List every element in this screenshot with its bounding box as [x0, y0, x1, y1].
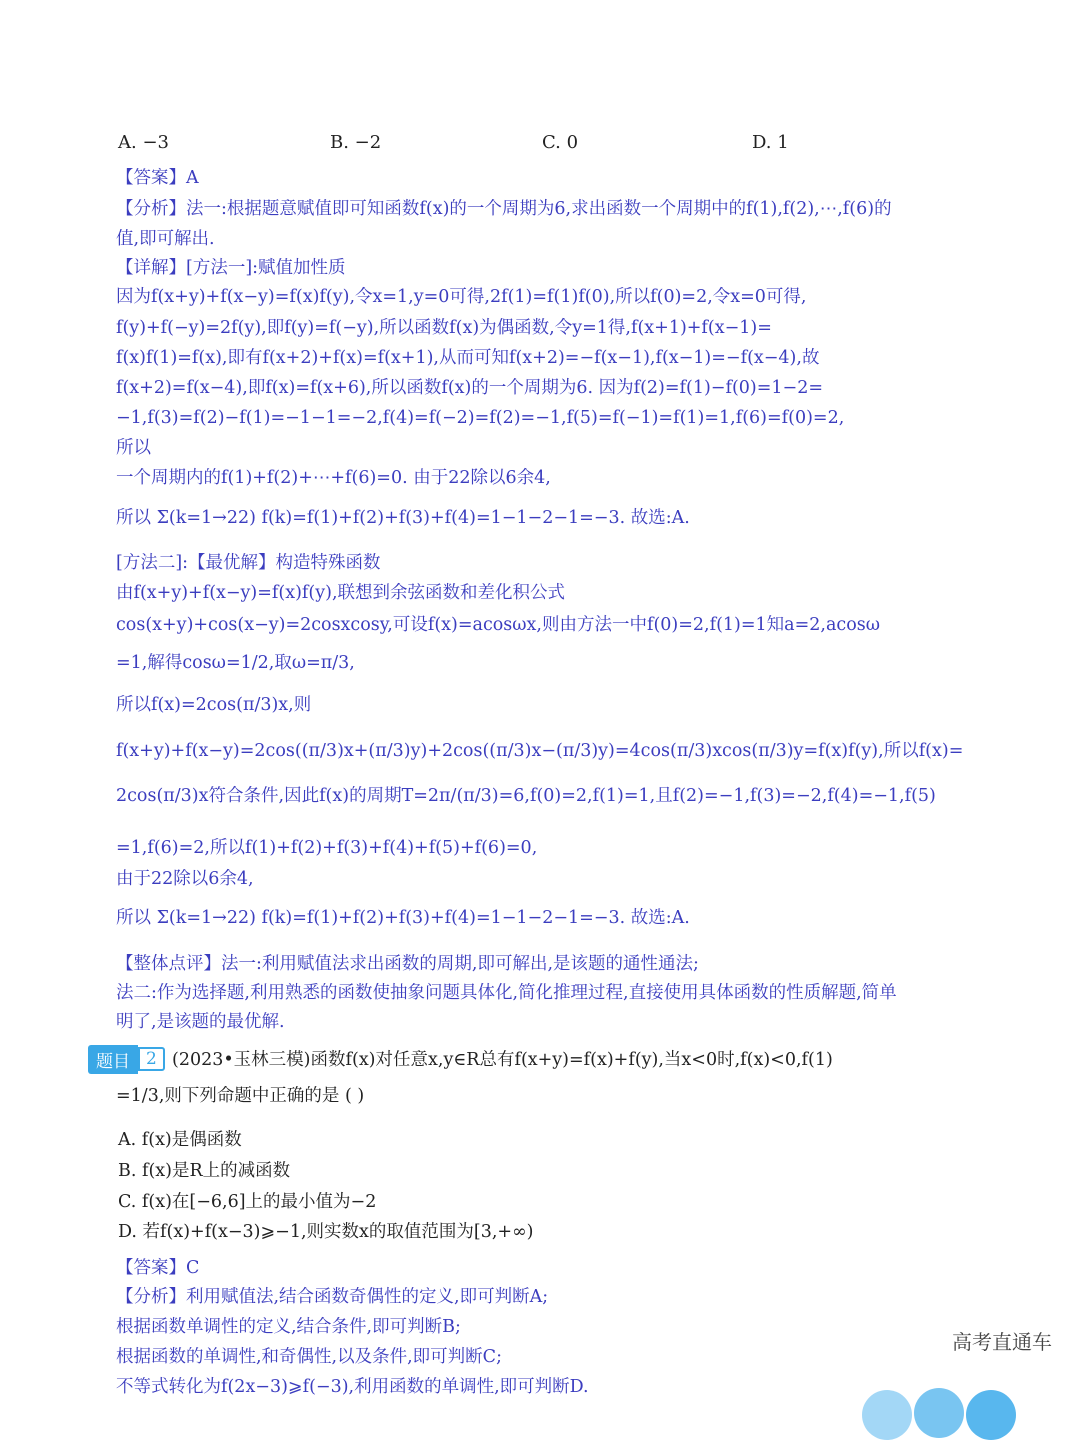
q2-analysis-line: 根据函数单调性的定义,结合条件,即可判断B; [116, 1317, 461, 1337]
q1-analysis-line: 值,即可解出. [116, 229, 215, 249]
q2-option-a: A. f(x)是偶函数 [118, 1130, 242, 1150]
q1-review-line: 明了,是该题的最优解. [116, 1012, 285, 1032]
q1-method1-line: f(x+2)=f(x−4),即f(x)=f(x+6),所以函数f(x)的一个周期为6. 因为f(2)=f(1)−f(0)=1−2= [116, 378, 823, 398]
q1-method1-line: f(y)+f(−y)=2f(y),即f(y)=f(−y),所以函数f(x)为偶函数,令y=1得,f(x+1)+f(x−1)= [116, 318, 772, 338]
option-a-q1: A. −3 [118, 132, 169, 153]
q1-detail-heading: 【详解】[方法一]:赋值加性质 [116, 258, 346, 278]
q2-option-b: B. f(x)是R上的减函数 [118, 1161, 291, 1181]
q2-analysis-line: 不等式转化为f(2x−3)⩾f(−3),利用函数的单调性,即可判断D. [116, 1377, 589, 1397]
q2-stem-line: (2023•玉林三模)函数f(x)对任意x,y∈R总有f(x+y)=f(x)+f(y),当x<0时,f(x)<0,f(1) [172, 1050, 833, 1070]
q1-method2-line: 由f(x+y)+f(x−y)=f(x)f(y),联想到余弦函数和差化积公式 [116, 583, 566, 603]
q1-method2-line: =1,f(6)=2,所以f(1)+f(2)+f(3)+f(4)+f(5)+f(6)=0, [116, 838, 538, 858]
q1-method2-heading: [方法二]:【最优解】构造特殊函数 [116, 553, 381, 573]
q1-answer: 【答案】A [116, 168, 199, 188]
q1-method2-sum: 所以 Σ(k=1→22) f(k)=f(1)+f(2)+f(3)+f(4)=1−1−2−1=−3. 故选:A. [116, 908, 690, 928]
option-d-q1: D. 1 [752, 132, 789, 153]
q1-method1-sum: 所以 Σ(k=1→22) f(k)=f(1)+f(2)+f(3)+f(4)=1−1−2−1=−3. 故选:A. [116, 508, 690, 528]
q1-method2-line: cos(x+y)+cos(x−y)=2cosxcosy,可设f(x)=acosωx,则由方法一中f(0)=2,f(1)=1知a=2,acosω [116, 615, 880, 635]
watermark-text: 高考直通车 [952, 1330, 1052, 1354]
decor-bubble-icon [862, 1390, 912, 1440]
q1-review-line: 法二:作为选择题,利用熟悉的函数使抽象问题具体化,简化推理过程,直接使用具体函数的性质解题,简单 [116, 983, 897, 1003]
q2-answer: 【答案】C [116, 1258, 200, 1278]
option-c-q1: C. 0 [542, 132, 579, 153]
q1-method2-line: 2cos(π/3)x符合条件,因此f(x)的周期T=2π/(π/3)=6,f(0)=2,f(1)=1,且f(2)=−1,f(3)=−2,f(4)=−1,f(5) [116, 786, 936, 806]
question-badge-number: 2 [138, 1047, 165, 1071]
q2-option-d: D. 若f(x)+f(x−3)⩾−1,则实数x的取值范围为[3,+∞) [118, 1222, 534, 1242]
q1-analysis-line: 【分析】法一:根据题意赋值即可知函数f(x)的一个周期为6,求出函数一个周期中的f(1),f(2),⋯,f(6)的 [116, 199, 892, 219]
q1-method2-line: 所以f(x)=2cos(π/3)x,则 [116, 695, 312, 715]
question-badge-label: 题目 [88, 1045, 138, 1074]
q2-stem-line: =1/3,则下列命题中正确的是 ( ) [116, 1086, 365, 1106]
decor-bubble-icon [914, 1388, 964, 1438]
q1-method2-line: =1,解得cosω=1/2,取ω=π/3, [116, 653, 355, 673]
q1-method2-line: 由于22除以6余4, [116, 869, 254, 889]
option-b-q1: B. −2 [330, 132, 382, 153]
q2-analysis-line: 根据函数的单调性,和奇偶性,以及条件,即可判断C; [116, 1347, 502, 1367]
q2-option-c: C. f(x)在[−6,6]上的最小值为−2 [118, 1192, 377, 1212]
question-badge [88, 1045, 165, 1073]
q1-review-line: 【整体点评】法一:利用赋值法求出函数的周期,即可解出,是该题的通性通法; [116, 954, 699, 974]
q1-method2-line: f(x+y)+f(x−y)=2cos((π/3)x+(π/3)y)+2cos((π/3)x−(π/3)y)=4cos(π/3)xcos(π/3)y=f(x)f(y),所以f(x)= [116, 741, 964, 761]
decor-bubble-icon [966, 1390, 1016, 1440]
q1-method1-line: 一个周期内的f(1)+f(2)+⋯+f(6)=0. 由于22除以6余4, [116, 468, 551, 488]
q1-method1-line: −1,f(3)=f(2)−f(1)=−1−1=−2,f(4)=f(−2)=f(2)=−1,f(5)=f(−1)=f(1)=1,f(6)=f(0)=2, [116, 408, 845, 428]
q1-method1-line: 因为f(x+y)+f(x−y)=f(x)f(y),令x=1,y=0可得,2f(1)=f(1)f(0),所以f(0)=2,令x=0可得, [116, 287, 807, 307]
q2-analysis-line: 【分析】利用赋值法,结合函数奇偶性的定义,即可判断A; [116, 1287, 549, 1307]
q1-method1-line: f(x)f(1)=f(x),即有f(x+2)+f(x)=f(x+1),从而可知f(x+2)=−f(x−1),f(x−1)=−f(x−4),故 [116, 348, 820, 368]
q1-method1-line: 所以 [116, 438, 151, 458]
